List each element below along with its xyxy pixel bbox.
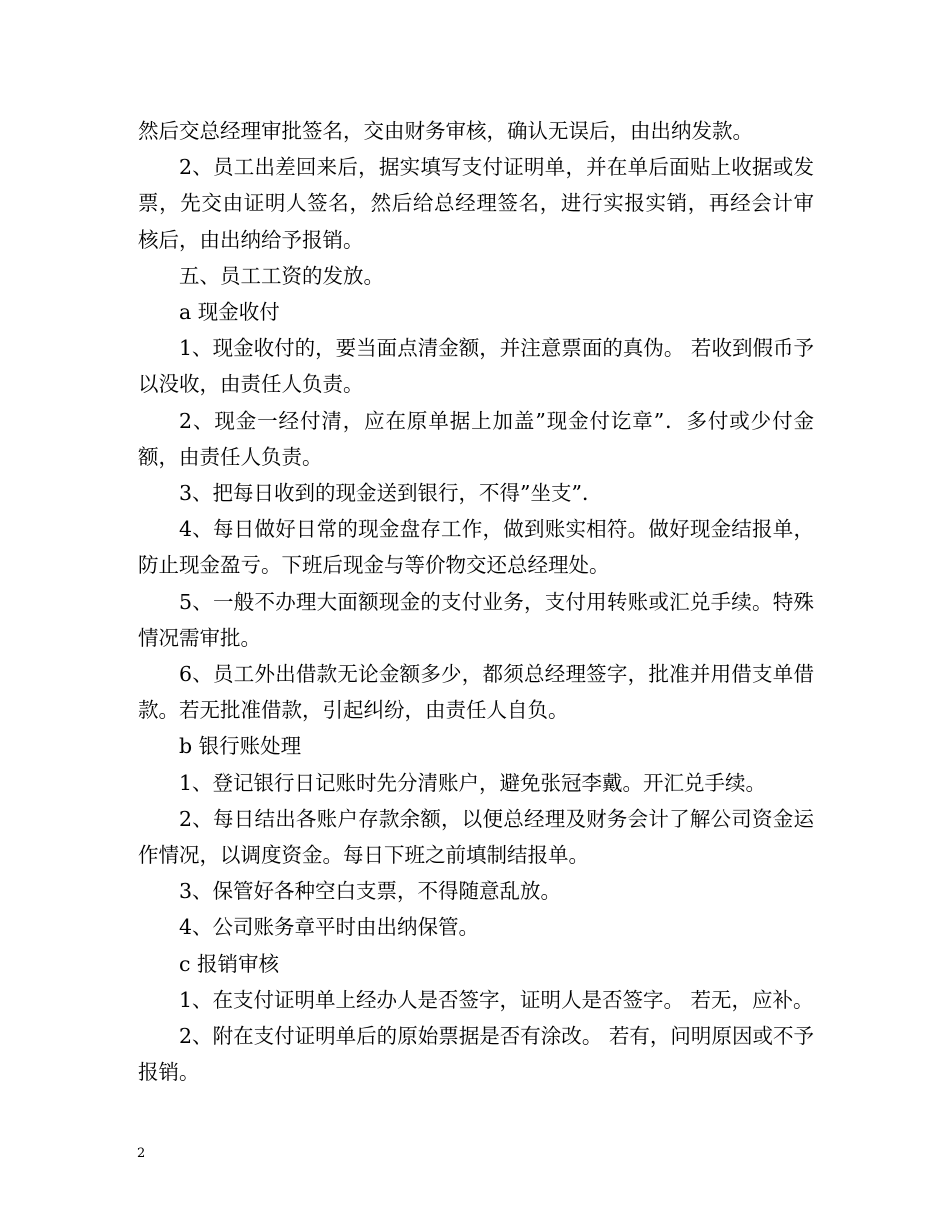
paragraph: 2、员工出差回来后，据实填写支付证明单，并在单后面贴上收据或发票，先交由证明人签名，然后给总经理签名，进行实报实销，再经会计审核后，由出纳给予报销。: [138, 155, 814, 252]
paragraph: 2、每日结出各账户存款余额，以便总经理及财务会计了解公司资金运作情况，以调度资金。每日下班之前填制结报单。: [138, 806, 814, 868]
paragraph: 然后交总经理审批签名，交由财务审核，确认无误后，由出纳发款。: [138, 119, 753, 143]
paragraph: 3、把每日收到的现金送到银行，不得”坐支”．: [179, 481, 603, 506]
subsection-heading: a 现金收付: [179, 300, 280, 325]
section-heading: 五、员工工资的发放。: [179, 263, 384, 288]
paragraph: 4、公司账务章平时由出纳保管。: [179, 915, 480, 940]
paragraph: 3、保管好各种空白支票，不得随意乱放。: [179, 879, 562, 904]
paragraph: 2、附在支付证明单后的原始票据是否有涂改。 若有，问明原因或不予报销。: [138, 1024, 814, 1085]
paragraph: 1、现金收付的，要当面点清金额，并注意票面的真伪。 若收到假币予以没收，由责任人负责。: [138, 336, 814, 397]
paragraph: 1、登记银行日记账时先分清账户，避免张冠李戴。开汇兑手续。: [179, 770, 767, 795]
paragraph: 1、在支付证明单上经办人是否签字，证明人是否签字。 若无，应补。: [179, 987, 814, 1012]
paragraph: 5、一般不办理大面额现金的支付业务，支付用转账或汇兑手续。特殊情况需审批。: [138, 589, 814, 650]
document-body: [138, 113, 814, 1090]
subsection-heading: c 报销审核: [179, 951, 279, 976]
page-number: 2: [137, 1146, 146, 1161]
paragraph: 6、员工外出借款无论金额多少，都须总经理签字，批准并用借支单借款。若无批准借款，引起纠纷，由责任人自负。: [138, 662, 814, 723]
paragraph: 4、每日做好日常的现金盘存工作，做到账实相符。做好现金结报单，防止现金盈亏。下班后现金与等价物交还总经理处。: [138, 517, 814, 578]
paragraph: 2、现金一经付清，应在原单据上加盖”现金付讫章”．多付或少付金额，由责任人负责。: [138, 408, 814, 469]
subsection-heading: b 银行账处理: [179, 734, 302, 759]
